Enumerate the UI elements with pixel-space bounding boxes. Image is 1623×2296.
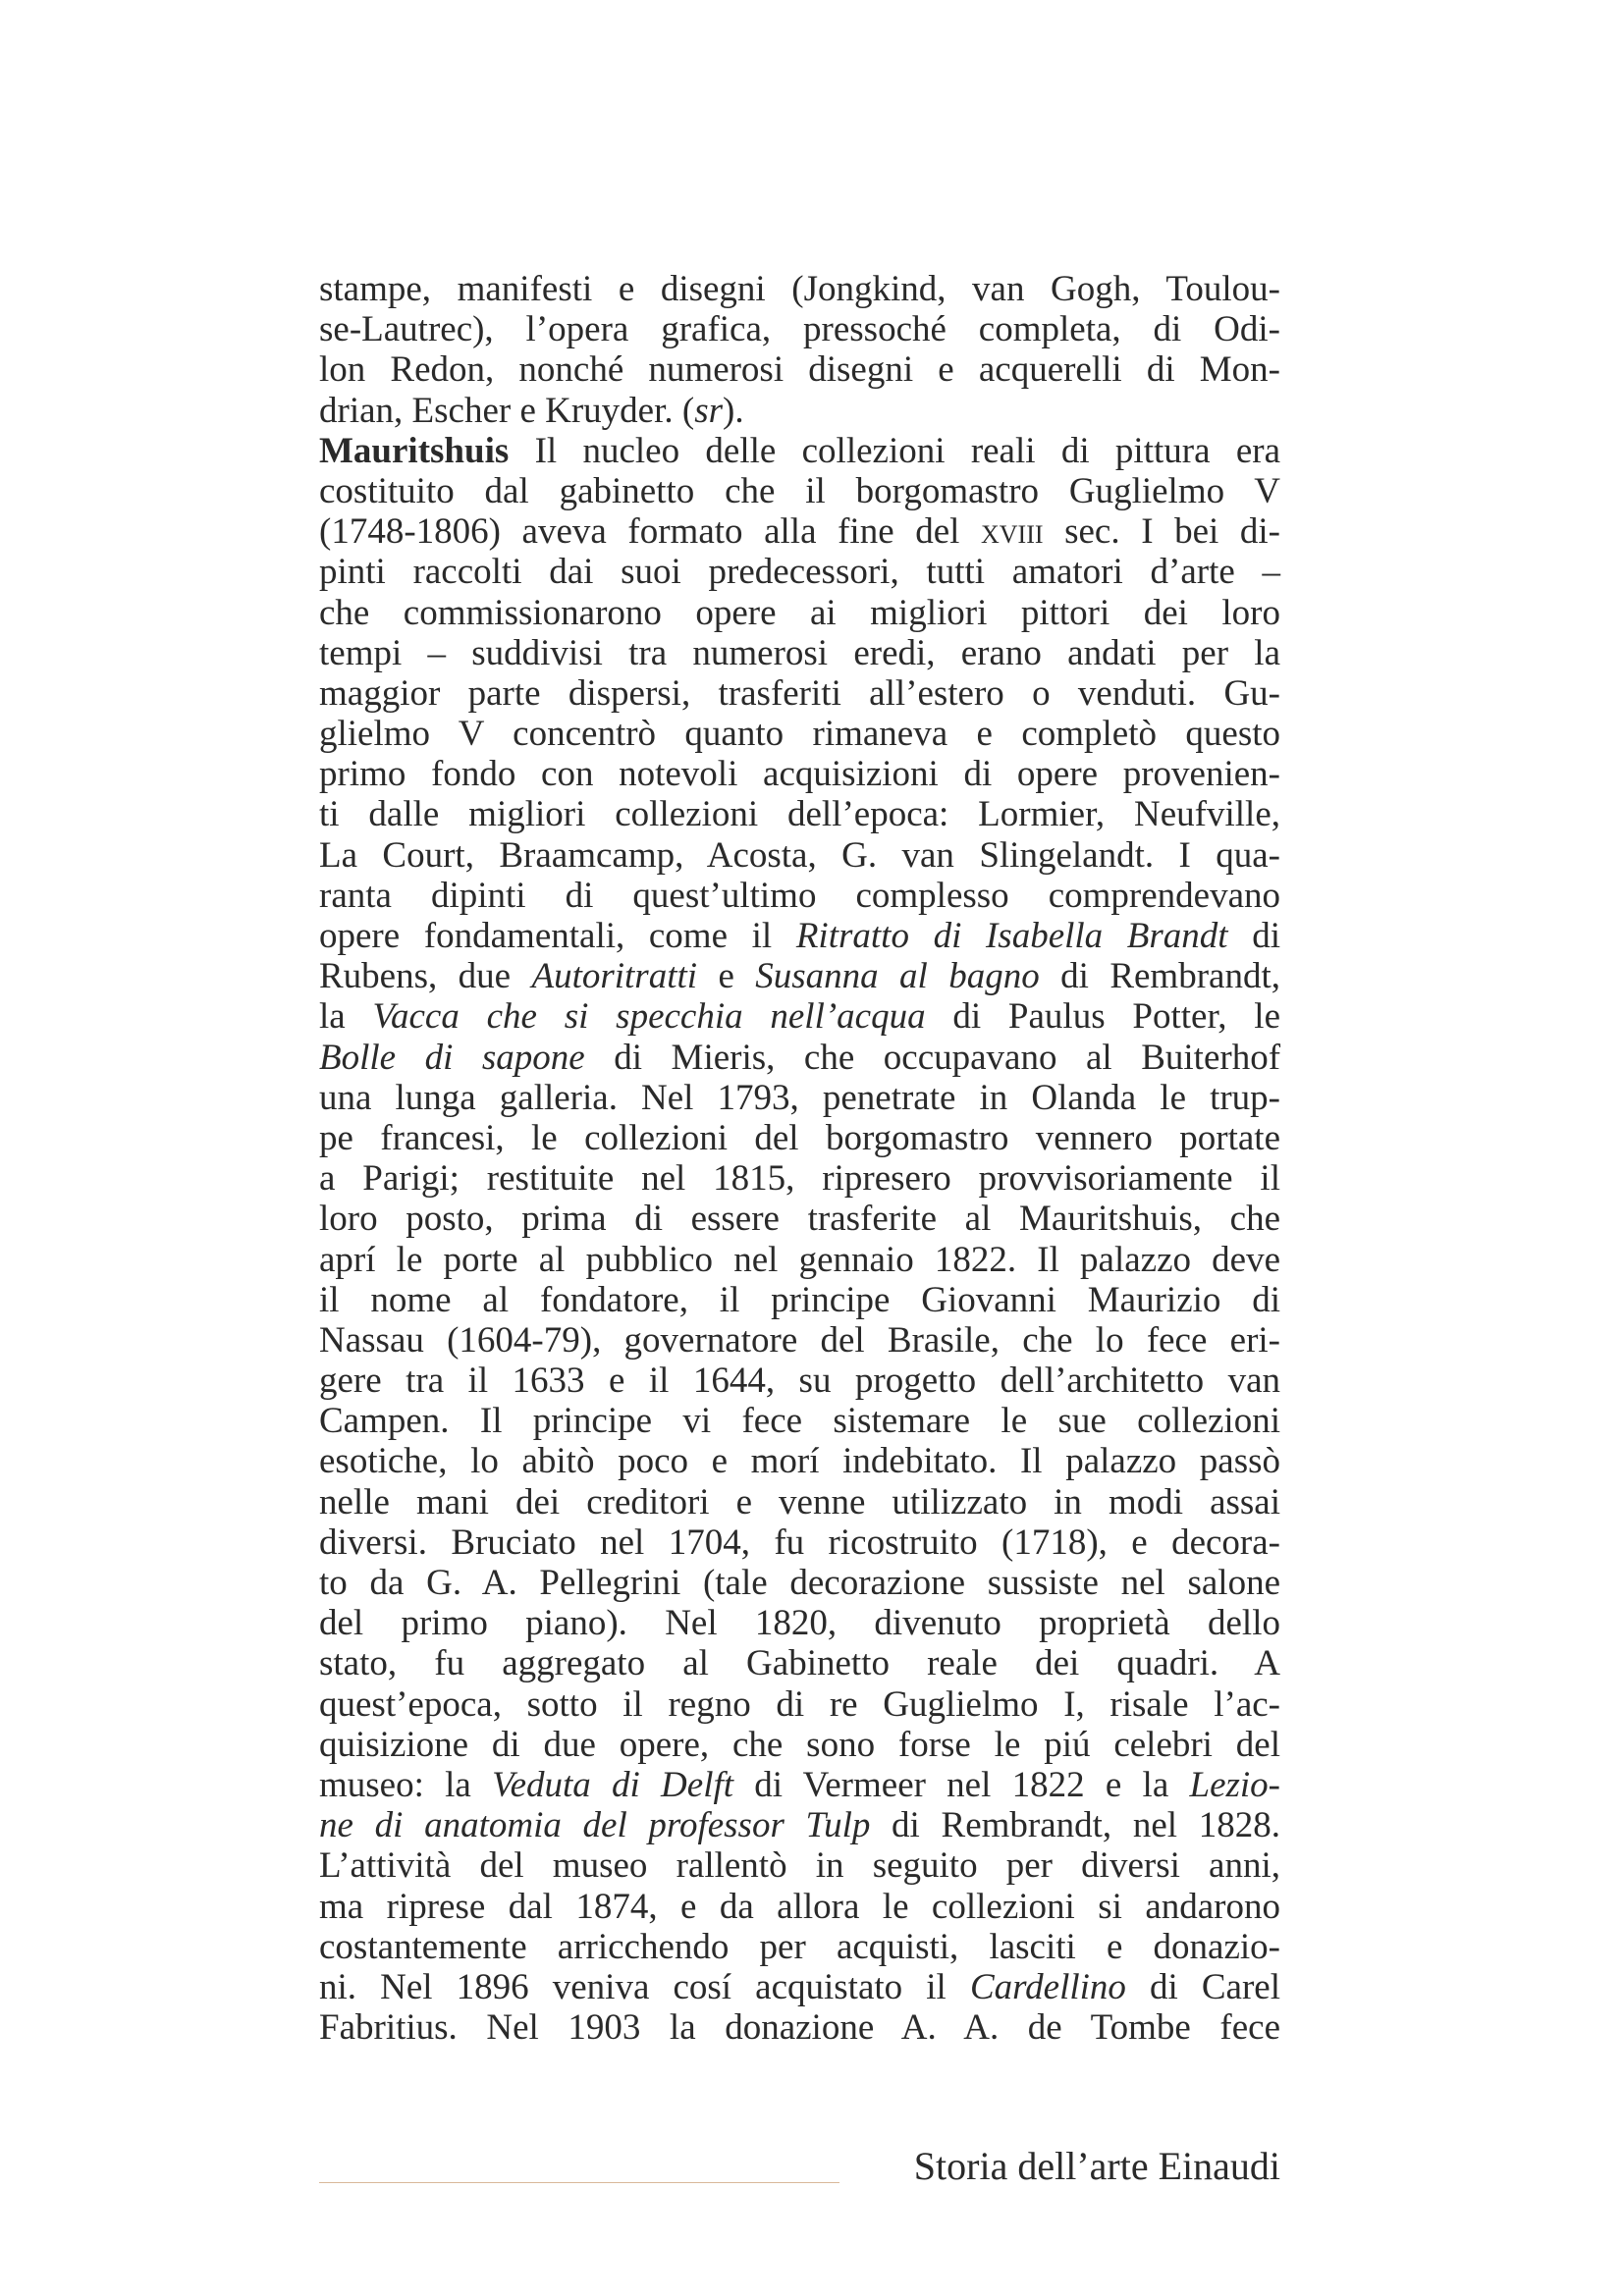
- text-line: [319, 1967, 1280, 2007]
- text-line: [319, 1280, 1280, 1320]
- text-segment: tempi – suddivisi tra numerosi eredi, erano andati per la: [319, 632, 1280, 673]
- text-line: [319, 1684, 1280, 1725]
- century-numeral: xviii: [981, 511, 1044, 553]
- text-line: [319, 391, 1280, 431]
- text-line: [319, 1927, 1280, 1967]
- text-segment: che commissionarono opere ai migliori pittori dei loro: [319, 592, 1280, 633]
- text-segment: L’attività del museo rallentò in seguito per diversi anni,: [319, 1845, 1280, 1887]
- text-line: [319, 633, 1280, 673]
- text-segment: di Rembrandt,: [1039, 956, 1280, 997]
- text-segment: quisizione di due opere, che sono forse le piú celebri del: [319, 1724, 1280, 1765]
- text-segment: costantemente arricchendo per acquisti, lasciti e donazio-: [319, 1926, 1280, 1967]
- text-line: [319, 269, 1280, 309]
- text-segment: Fabritius. Nel 1903 la donazione A. A. de Tombe fece: [319, 2007, 1280, 2049]
- text-segment: se-Lautrec), l’opera grafica, pressoché completa, di Odi-: [319, 309, 1280, 350]
- text-line: [319, 1078, 1280, 1118]
- text-segment: pe francesi, le collezioni del borgomastro vennero portate: [319, 1117, 1280, 1158]
- text-segment: ranta dipinti di quest’ultimo complesso comprendevano: [319, 875, 1280, 916]
- text-segment: gere tra il 1633 e il 1644, su progetto dell’architetto van: [319, 1361, 1280, 1402]
- text-line: [319, 996, 1280, 1037]
- italic-text: Veduta di Delft: [492, 1764, 734, 1805]
- text-segment: diversi. Bruciato nel 1704, fu ricostruito (1718), e decora-: [319, 1522, 1280, 1563]
- text-line: [319, 1240, 1280, 1280]
- text-line: [319, 1482, 1280, 1522]
- italic-text: Autoritratti: [531, 956, 698, 997]
- text-line: [319, 876, 1280, 916]
- text-line: [319, 916, 1280, 956]
- text-segment: sec. I bei di-: [1043, 511, 1280, 553]
- footer-title: Storia dell’arte Einaudi: [913, 2144, 1280, 2188]
- text-segment: drian, Escher e Kruyder. (: [319, 390, 695, 431]
- italic-text: Susanna al bagno: [755, 956, 1040, 997]
- text-segment: aprí le porte al pubblico nel gennaio 1822. Il palazzo deve: [319, 1239, 1280, 1280]
- italic-text: Lezio-: [1189, 1764, 1280, 1805]
- text-segment: di: [1227, 916, 1281, 956]
- text-line: [319, 835, 1280, 876]
- text-line: [319, 1887, 1280, 1927]
- text-segment: del primo piano). Nel 1820, divenuto proprietà dello: [319, 1603, 1280, 1644]
- italic-text: Vacca che si specchia nell’acqua: [372, 996, 926, 1038]
- text-line: [319, 1643, 1280, 1683]
- text-segment: di Mieris, che occupavano al Buiterhof: [584, 1037, 1281, 1078]
- footer-rule: [319, 2182, 839, 2183]
- text-segment: glielmo V concentrò quanto rimaneva e completò questo: [319, 714, 1280, 755]
- text-line: [319, 431, 1280, 471]
- text-segment: pinti raccolti dai suoi predecessori, tutti amatori d’arte –: [319, 552, 1280, 593]
- text-line: [319, 2007, 1280, 2048]
- text-line: [319, 1118, 1280, 1158]
- text-segment: una lunga galleria. Nel 1793, penetrate in Olanda le trup-: [319, 1077, 1280, 1118]
- text-line: [319, 593, 1280, 633]
- italic-text: Ritratto di Isabella Brandt: [795, 916, 1228, 956]
- text-segment: ma riprese dal 1874, e da allora le collezioni si andarono: [319, 1886, 1280, 1927]
- text-line: [319, 1441, 1280, 1481]
- text-segment: primo fondo con notevoli acquisizioni di opere provenien-: [319, 754, 1280, 795]
- text-segment: nelle mani dei creditori e venne utilizzato in modi assai: [319, 1481, 1280, 1522]
- text-segment: a Parigi; restituite nel 1815, ripresero provvisoriamente il: [319, 1158, 1280, 1200]
- text-segment: (1748-1806) aveva formato alla fine del: [319, 511, 981, 553]
- text-segment: museo: la: [319, 1764, 493, 1805]
- text-segment: Il nucleo delle collezioni reali di pittura era: [509, 430, 1280, 471]
- text-line: [319, 552, 1280, 592]
- text-segment: loro posto, prima di essere trasferite al Mauritshuis, che: [319, 1199, 1280, 1240]
- text-line: [319, 1158, 1280, 1199]
- text-segment: la: [319, 996, 373, 1038]
- text-line: [319, 794, 1280, 834]
- text-segment: costituito dal gabinetto che il borgomastro Guglielmo V: [319, 470, 1280, 511]
- italic-text: ne di anatomia del professor Tulp: [319, 1805, 871, 1846]
- text-segment: di Rembrandt, nel 1828.: [870, 1805, 1280, 1846]
- text-segment: ti dalle migliori collezioni dell’epoca: Lormier, Neufville,: [319, 794, 1280, 835]
- text-line: [319, 1522, 1280, 1563]
- text-segment: Campen. Il principe vi fece sistemare le sue collezioni: [319, 1401, 1280, 1442]
- text-line: [319, 1725, 1280, 1765]
- text-segment: di Paulus Potter, le: [925, 996, 1281, 1038]
- text-line: [319, 511, 1280, 552]
- italic-text: Cardellino: [969, 1966, 1126, 2007]
- text-line: [319, 1845, 1280, 1886]
- text-segment: quest’epoca, sotto il regno di re Guglielmo I, risale l’ac-: [319, 1683, 1280, 1725]
- text-segment: stato, fu aggregato al Gabinetto reale dei quadri. A: [319, 1643, 1280, 1684]
- text-segment: Rubens, due: [319, 956, 532, 997]
- text-line: [319, 1603, 1280, 1643]
- text-line: [319, 309, 1280, 349]
- text-line: [319, 1563, 1280, 1603]
- italic-text: Bolle di sapone: [319, 1037, 585, 1078]
- page-footer: [319, 2142, 1280, 2191]
- text-segment: di Carel: [1125, 1966, 1281, 2007]
- text-segment: ni. Nel 1896 veniva cosí acquistato il: [319, 1966, 970, 2007]
- text-segment: maggior parte dispersi, trasferiti all’estero o venduti. Gu-: [319, 672, 1280, 714]
- text-segment: il nome al fondatore, il principe Giovanni Maurizio di: [319, 1279, 1280, 1320]
- text-segment: lon Redon, nonché numerosi disegni e acquerelli di Mon-: [319, 349, 1280, 391]
- text-line: [319, 349, 1280, 390]
- text-segment: esotiche, lo abitò poco e morí indebitato. Il palazzo passò: [319, 1441, 1280, 1482]
- text-line: [319, 714, 1280, 754]
- text-segment: La Court, Braamcamp, Acosta, G. van Slingelandt. I qua-: [319, 834, 1280, 876]
- text-line: [319, 1401, 1280, 1441]
- text-line: [319, 754, 1280, 794]
- entry-title: Mauritshuis: [319, 430, 510, 471]
- text-line: [319, 673, 1280, 714]
- text-line: [319, 1038, 1280, 1078]
- text-segment: di Vermeer nel 1822 e la: [733, 1764, 1190, 1805]
- text-line: [319, 1199, 1280, 1239]
- text-segment: stampe, manifesti e disegni (Jongkind, van Gogh, Toulou-: [319, 269, 1280, 309]
- text-line: [319, 956, 1280, 996]
- text-segment: e: [697, 956, 756, 997]
- italic-text: sr: [694, 390, 723, 431]
- text-segment: Nassau (1604-79), governatore del Brasile, che lo fece eri-: [319, 1319, 1280, 1361]
- text-line: [319, 471, 1280, 511]
- text-segment: to da G. A. Pellegrini (tale decorazione sussiste nel salone: [319, 1563, 1280, 1603]
- text-line: [319, 1361, 1280, 1401]
- text-line: [319, 1805, 1280, 1845]
- text-line: [319, 1320, 1280, 1361]
- text-segment: ).: [723, 390, 744, 431]
- text-segment: opere fondamentali, come il: [319, 916, 796, 956]
- body-text: [319, 269, 1280, 2048]
- text-line: [319, 1765, 1280, 1805]
